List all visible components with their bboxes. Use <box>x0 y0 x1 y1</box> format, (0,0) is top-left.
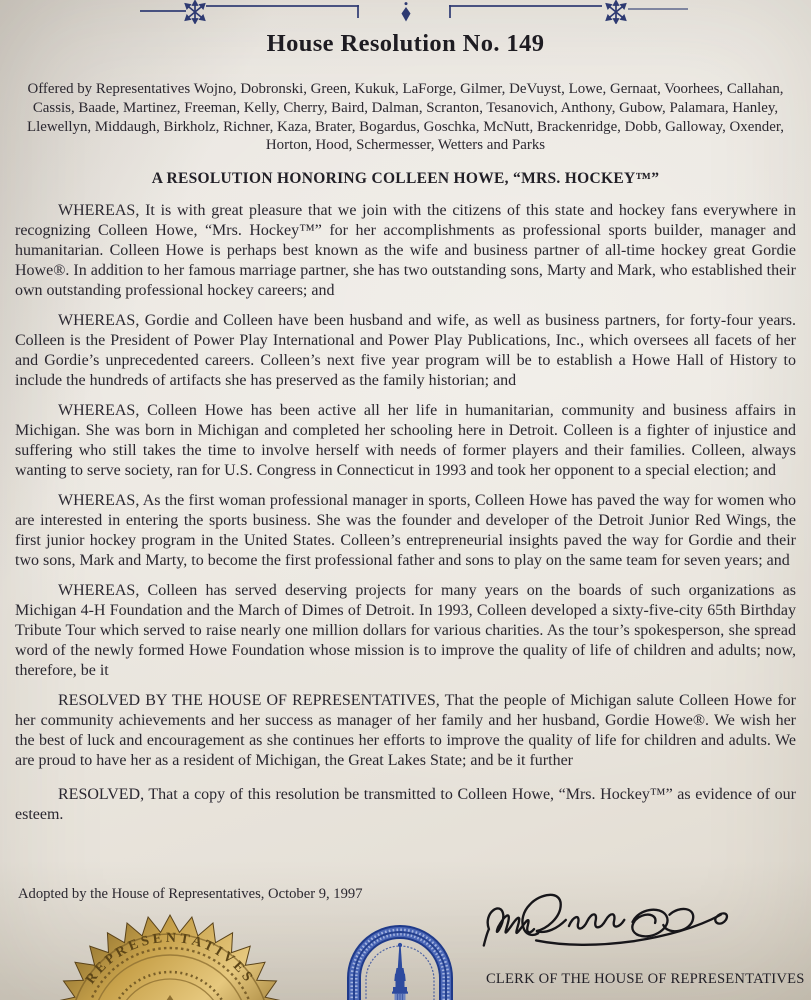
border-rule <box>140 10 186 12</box>
resolved-paragraph: RESOLVED BY THE HOUSE OF REPRESENTATIVES, That the people of Michigan salute Colleen Howe for her community achievements and her success as manager of her family and her husband, Gordie Howe®. We wish her the best of luck and encouragement as she continues her efforts to improve the quality of life for children and adults. We are proud to have her as a resident of Michigan, the Great Lakes State; and be it further <box>15 692 796 770</box>
page-title: House Resolution No. 149 <box>266 30 545 57</box>
house-gold-seal <box>50 911 290 1000</box>
border-rule <box>628 8 688 10</box>
clerk-title: CLERK OF THE HOUSE OF REPRESENTATIVES <box>486 971 805 987</box>
whereas-paragraph: WHEREAS, Colleen has served deserving projects for many years on the boards of such organizations as Michigan 4-H Foundation and the March of Dimes of Detroit. In 1993, Colleen developed a sixty-five-city 65th Birthday Tribute Tour which served to raise nearly one million dollars for various charities. As the tour’s spokesperson, she spread word of the newly formed Howe Foundation whose mission is to improve the quality of life of children and adults; now, therefore, be it <box>15 582 796 680</box>
border-rule <box>449 5 602 7</box>
border-rule <box>206 5 359 7</box>
border-corner <box>357 5 359 18</box>
star-ornament-icon <box>183 0 207 24</box>
clerk-signature <box>478 884 746 964</box>
whereas-paragraph: WHEREAS, As the first woman professional manager in sports, Colleen Howe has paved the way for women who are interested in entering the sports business. She was the founder and developer of the Detroit Junior Red Wings, the first junior hockey program in the United States. Colleen’s entrepreneurial insights paved the way for Gordie and their two sons, Mark and Marty, to become the first professional father and sons to play on the same team for seven years; and <box>15 492 796 570</box>
decorative-border <box>0 0 811 28</box>
star-ornament-icon <box>604 0 628 24</box>
resolution-heading: A RESOLUTION HONORING COLLEEN HOWE, “MRS. HOCKEY™” <box>151 170 660 188</box>
diamond-ornament-icon <box>399 1 413 23</box>
resolved-paragraph: RESOLVED, That a copy of this resolution be transmitted to Colleen Howe, “Mrs. Hockey™” as evidence of our esteem. <box>15 786 796 824</box>
whereas-paragraph: WHEREAS, Gordie and Colleen have been husband and wife, as well as business partners, for forty-four years. Colleen is the President of Power Play International and Power Play Publications, Inc., which oversees all facets of her and Gordie’s unprecedented careers. Colleen’s next five year program will be to establish a Howe Hall of History to include the hundreds of artifacts she has preserved as the family historian; and <box>15 312 796 390</box>
whereas-paragraph: WHEREAS, It is with great pleasure that we join with the citizens of this state and hockey fans everywhere in recognizing Colleen Howe, “Mrs. Hockey™” for her accomplishments as professional sports builder, manager and humanitarian. Colleen Howe is perhaps best known as the wife and business partner of all-time hockey great Gordie Howe®. In addition to her famous marriage partner, she has two outstanding sons, Marty and Mark, who established their own outstanding professional hockey careers; and <box>15 202 796 300</box>
whereas-paragraph: WHEREAS, Colleen Howe has been active all her life in humanitarian, community and business affairs in Michigan. She was born in Michigan and completed her schooling here in Detroit. Colleen is a fighter of injustice and suffering who still takes the time to involve herself with needs of former players and their families. Colleen, always wanting to serve society, ran for U.S. Congress in Connecticut in 1993 and took her opponent to a special election; and <box>15 402 796 480</box>
adopted-date-line: Adopted by the House of Representatives, October 9, 1997 <box>18 886 363 902</box>
capitol-spire <box>392 943 408 1000</box>
seal-arc-text: REPRESENTATIVES <box>83 930 257 988</box>
offered-by-text: Offered by Representatives Wojno, Dobronski, Green, Kukuk, LaForge, Gilmer, DeVuyst, Lowe, Gernaat, Voorhees, Callahan, Cassis, Baade, Martinez, Freeman, Kelly, Cherry, Baird, Dalman, Scranton, Tesanovich, Anthony, Gubow, Palamara, Hanley, Llewellyn, Middaugh, Birkholz, Richner, Kaza, Brater, Bogardus, Goschka, McNutt, Brackenridge, Dobb, Galloway, Oxender, Horton, Hood, Schermesser, Wetters and Parks <box>27 81 784 154</box>
capitol-arch-emblem <box>347 924 453 1000</box>
